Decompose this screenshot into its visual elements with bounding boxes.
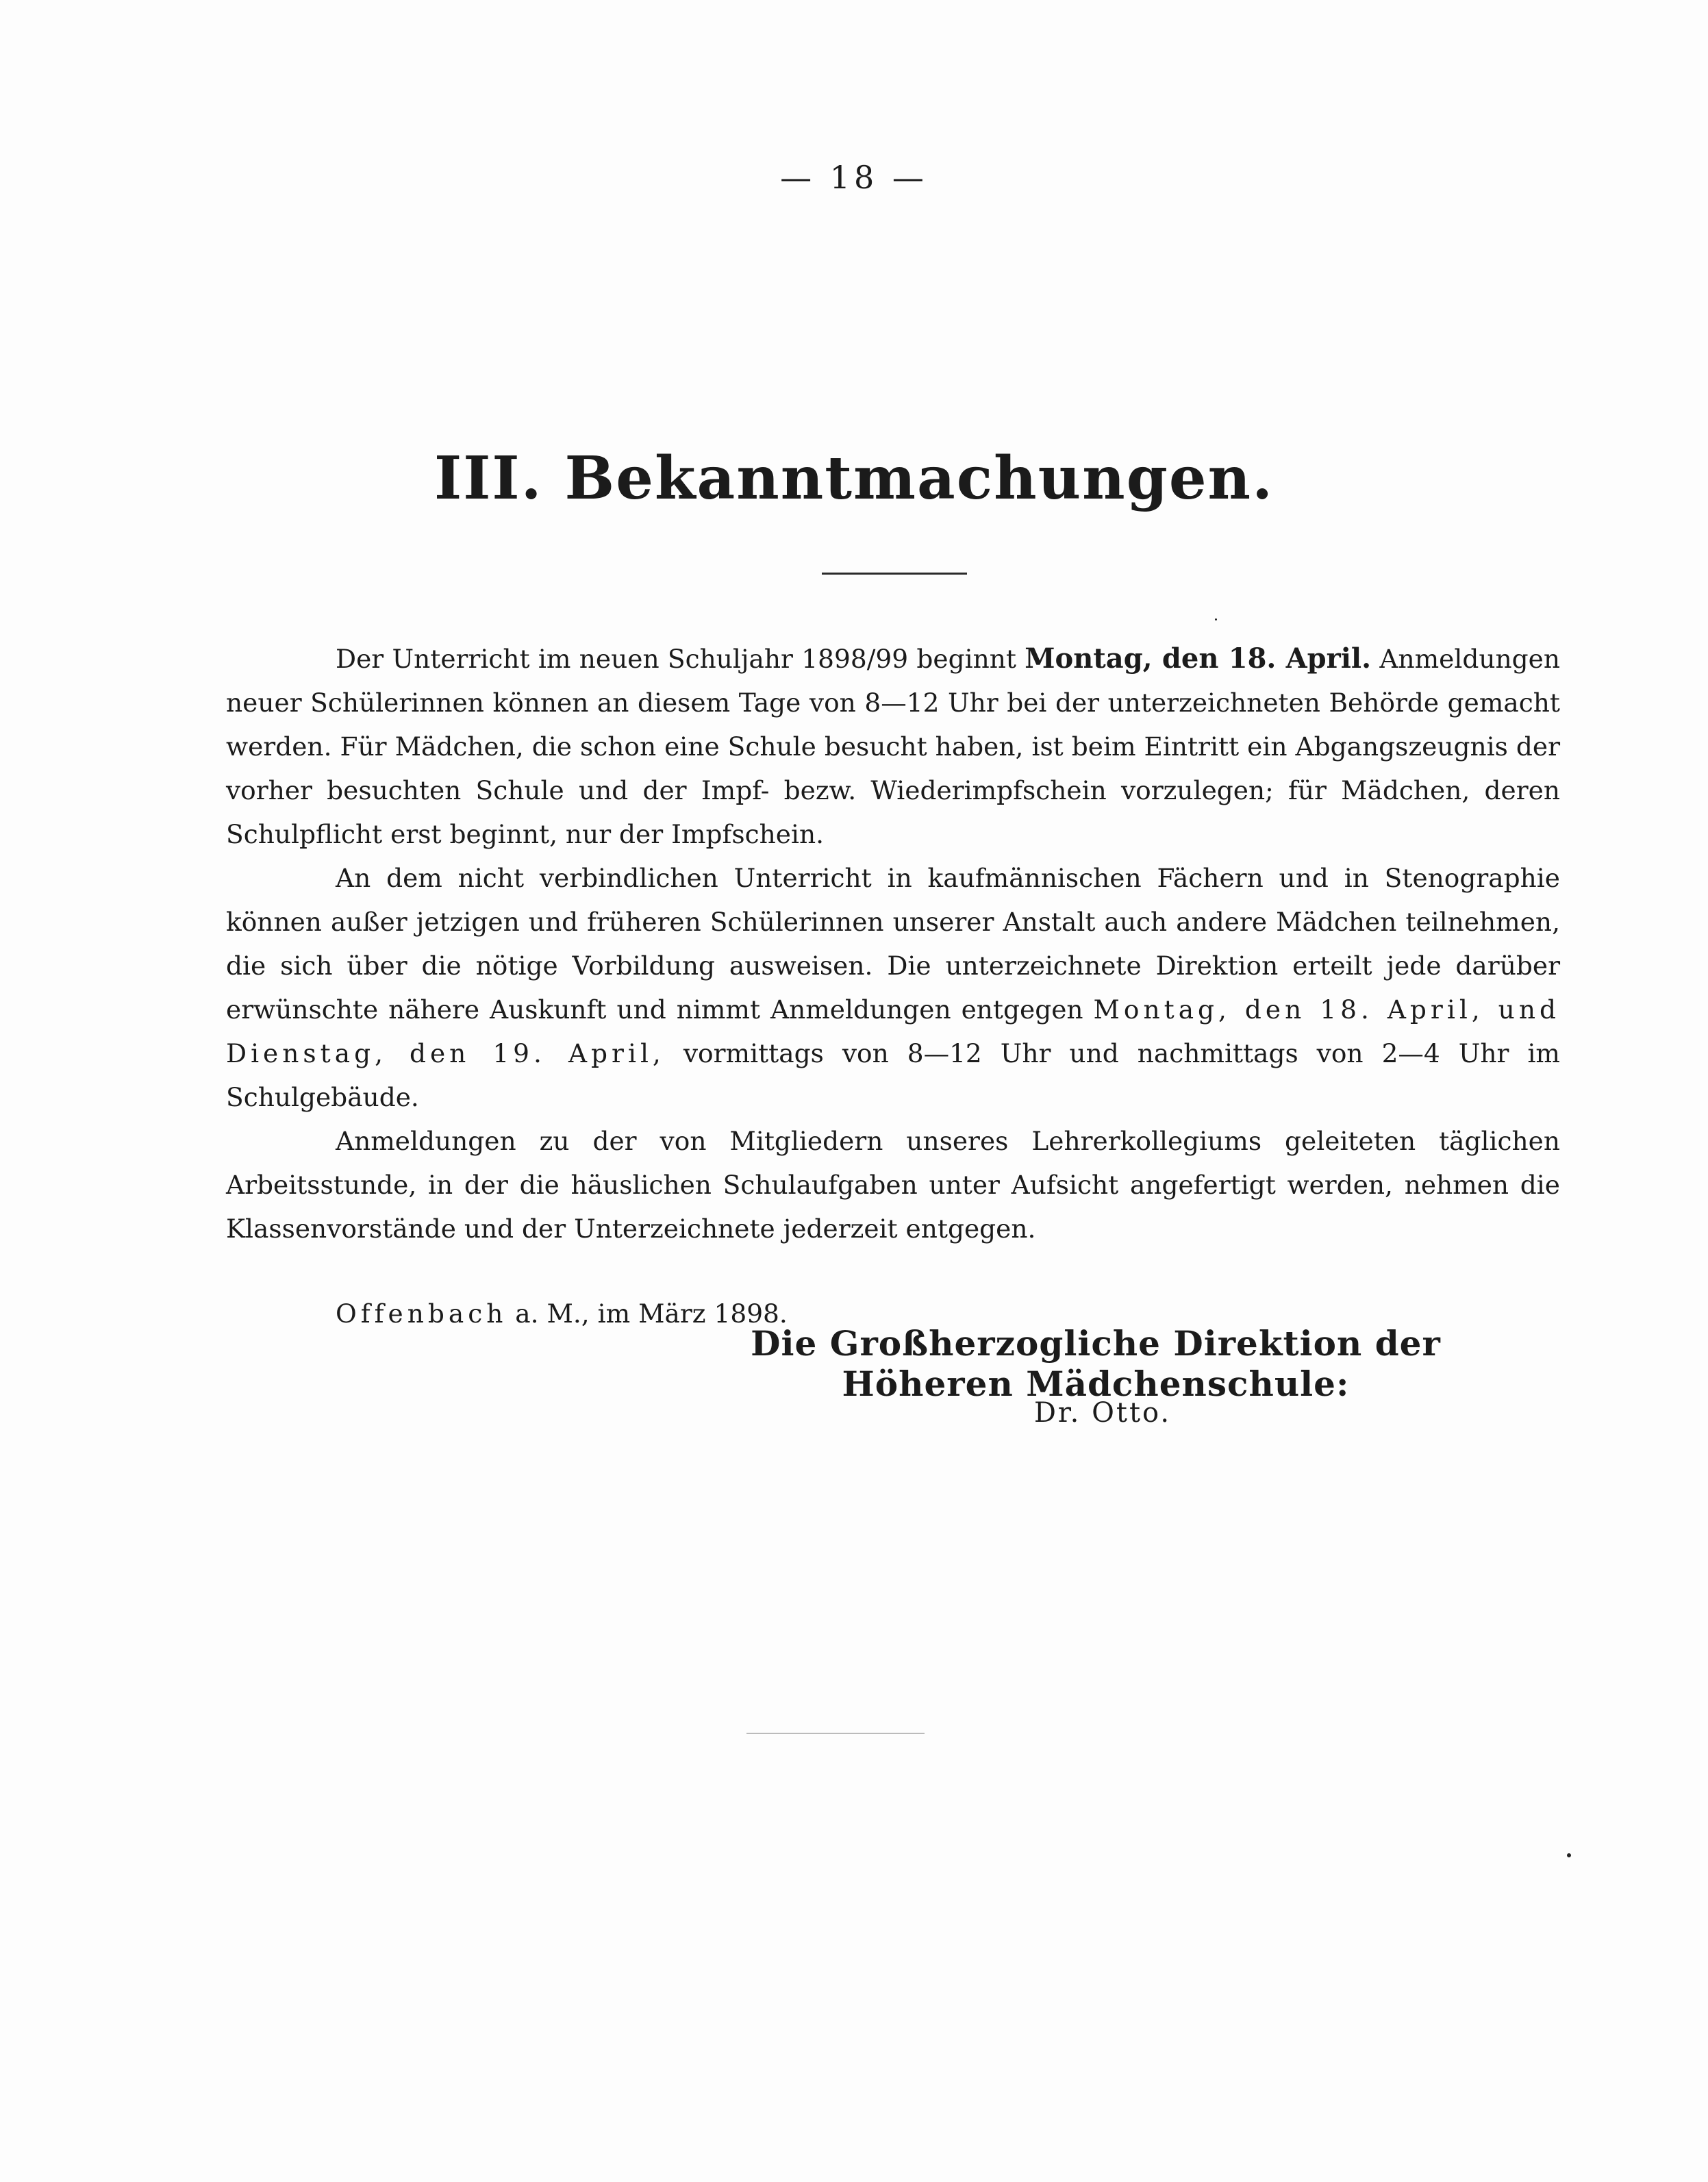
date-line-rest: a. M., im März 1898. xyxy=(507,1299,788,1329)
announcement-body xyxy=(226,637,1560,1335)
registration-dates: Montag, den 18. April, und Dienstag, den 19. April, xyxy=(226,994,1560,1068)
paragraph-commercial-classes xyxy=(226,856,1560,1119)
title-divider xyxy=(822,573,967,575)
paragraph-2-text-a: An dem nicht verbindlichen Unterricht in kaufmännischen Fächern und in Stenographie können außer jetzigen und früheren Schülerinnen unserer Anstalt auch andere Mädchen teilnehmen, die sich über die nötige Vorbildung ausweisen. Die unterzeichnete Direktion erteilt jede darüber erwünschte nähere Auskunft und nimmt Anmeldungen entgegen xyxy=(226,863,1560,1025)
issuing-authority: Die Großherzogliche Direktion der Höheren Mädchenschule: xyxy=(751,1323,1441,1404)
paragraph-school-start xyxy=(226,637,1560,856)
signer-name: Dr. Otto. xyxy=(1033,1397,1172,1429)
paragraph-1-text-c: Anmeldungen neuer Schülerinnen können an diesem Tage von 8—12 Uhr bei der unterzeichneten Behörde gemacht werden. Für Mädchen, die schon eine Schule besucht haben, ist beim Eintritt ein Abgangszeugnis der vorher besuchten Schule und der Impf- bezw. Wiederimpfschein vorzulegen; für Mädchen, deren Schulpflicht erst beginnt, nur der Impfschein. xyxy=(226,644,1560,849)
bottom-divider xyxy=(746,1733,925,1734)
section-title: III. Bekanntmachungen. xyxy=(434,444,1274,513)
paragraph-study-hour: Anmeldungen zu der von Mitgliedern unseres Lehrerkollegiums geleiteten täglichen Arbeitsstunde, in der die häuslichen Schulaufgaben unter Aufsicht angefertigt werden, nehmen die Klassenvorstände und der Unterzeichnete jederzeit entgegen. xyxy=(226,1126,1560,1244)
print-speck xyxy=(1215,618,1217,620)
start-date-emphasis: Montag, den 18. April. xyxy=(1025,642,1372,675)
print-speck xyxy=(1567,1853,1571,1857)
page-number: — 18 — xyxy=(780,159,928,196)
paragraph-1-text-a: Der Unterricht im neuen Schuljahr 1898/99 beginnt xyxy=(336,644,1025,674)
paragraph-2-text-c: vormittags von 8—12 Uhr und nachmittags von 2—4 Uhr im Schulgebäude. xyxy=(226,1038,1560,1112)
date-line-place: Offenbach xyxy=(336,1299,507,1329)
